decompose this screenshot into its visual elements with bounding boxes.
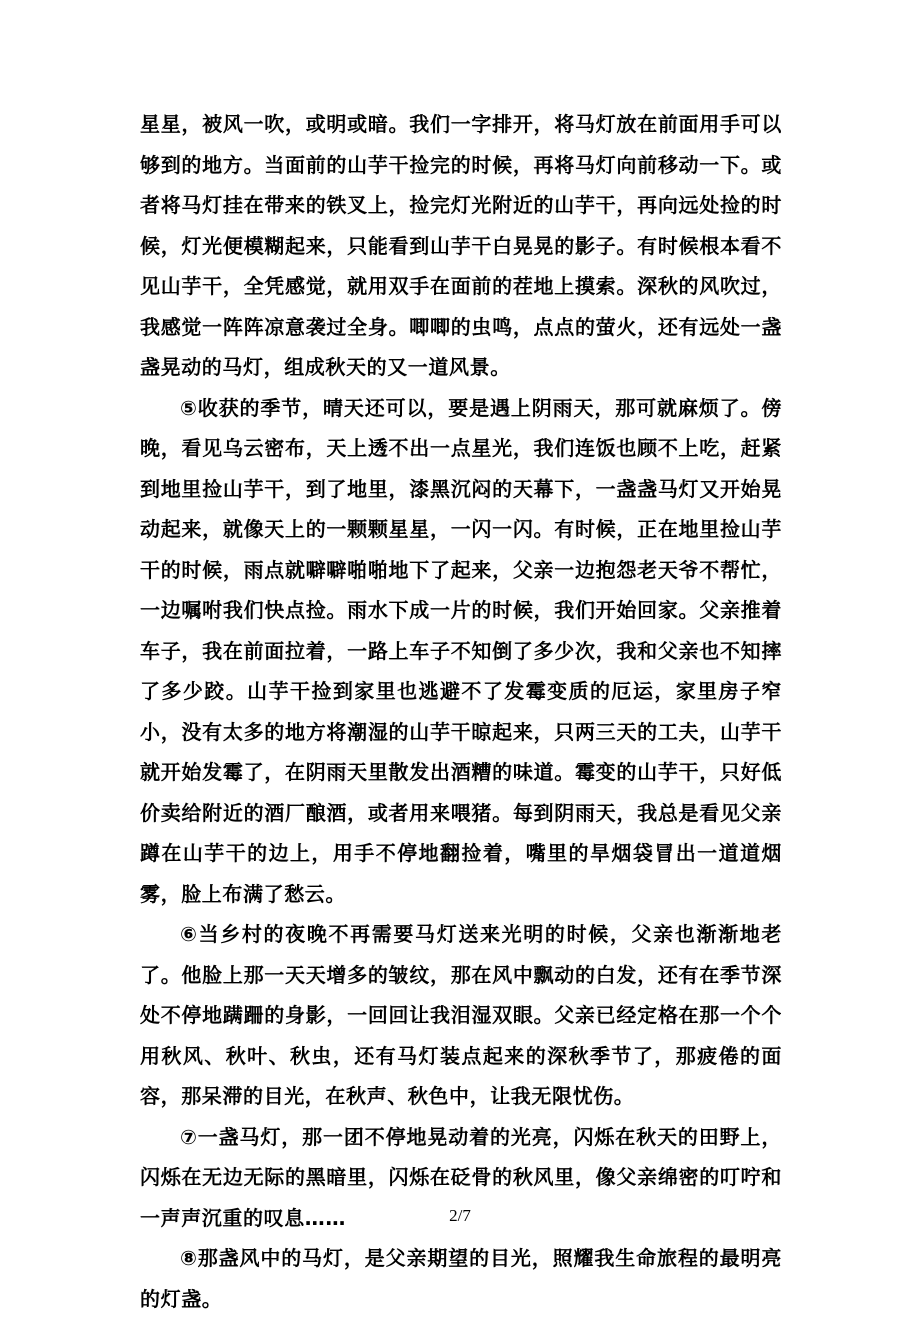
paragraph-continued: 星星，被风一吹，或明或暗。我们一字排开，将马灯放在前面用手可以够到的地方。当面前的山芋干捡完的时候，再将马灯向前移动一下。或者将马灯挂在带来的铁叉上，捡完灯光附近的山芋干，再向远处捡的时候，灯光便模糊起来，只能看到山芋干白晃晃的影子。有时候根本看不见山芋干，全凭感觉，就用双手在面前的茬地上摸索。深秋的风吹过，我感觉一阵阵凉意袭过全身。唧唧的虫鸣，点点的萤火，还有远处一盏盏晃动的马灯，组成秋天的又一道风景。 (140, 112, 782, 379)
paragraph-5: ⑤收获的季节，晴天还可以，要是遇上阴雨天，那可就麻烦了。傍晚，看见乌云密布，天上透不出一点星光，我们连饭也顾不上吃，赶紧到地里捡山芋干，到了地里，漆黑沉闷的天幕下，一盏盏马灯又开始晃动起来，就像天上的一颗颗星星，一闪一闪。有时候，正在地里捡山芋干的时候，雨点就噼噼啪啪地下了起来，父亲一边抱怨老天爷不帮忙，一边嘱咐我们快点捡。雨水下成一片的时候，我们开始回家。父亲推着车子，我在前面拉着，一路上车子不知倒了多少次，我和父亲也不知摔了多少跤。山芋干捡到家里也逃避不了发霉变质的厄运，家里房子窄小，没有太多的地方将潮湿的山芋干晾起来，只两三天的工夫，山芋干就开始发霉了，在阴雨天里散发出酒糟的味道。霉变的山芋干，只好低价卖给附近的酒厂酿酒，或者用来喂猪。每到阴雨天，我总是看见父亲蹲在山芋干的边上，用手不停地翻捡着，嘴里的旱烟袋冒出一道道烟雾，脸上布满了愁云。 (140, 395, 782, 906)
paragraph-6: ⑥当乡村的夜晚不再需要马灯送来光明的时候，父亲也渐渐地老了。他脸上那一天天增多的皱纹，那在风中飘动的白发，还有在季节深处不停地蹒跚的身影，一回回让我泪湿双眼。父亲已经定格在那一个个用秋风、秋叶、秋虫，还有马灯装点起来的深秋季节了，那疲倦的面容，那呆滞的目光，在秋声、秋色中，让我无限忧伤。 (140, 922, 782, 1108)
paragraph-8: ⑧那盏风中的马灯，是父亲期望的目光，照耀我生命旅程的最明亮的灯盏。 (140, 1246, 782, 1311)
article-body (140, 104, 782, 1319)
paragraph-7: ⑦一盏马灯，那一团不停地晃动着的光亮，闪烁在秋天的田野上，闪烁在无边无际的黑暗里，闪烁在砭骨的秋风里，像父亲绵密的叮咛和一声声沉重的叹息…… (140, 1124, 782, 1230)
page-number: 2/7 (449, 1206, 471, 1225)
